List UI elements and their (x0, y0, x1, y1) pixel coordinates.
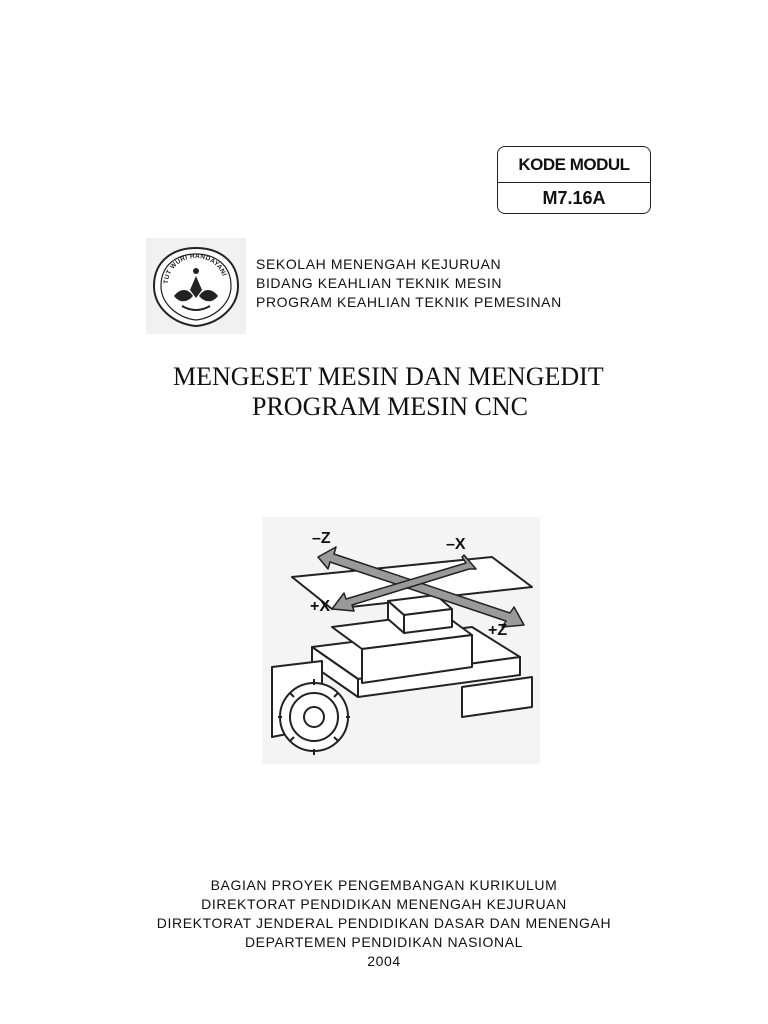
kode-modul-label: KODE MODUL (498, 147, 650, 183)
tut-wuri-handayani-logo (146, 238, 246, 334)
axis-label-plus-x: +X (310, 598, 331, 615)
axis-label-minus-x: –X (446, 536, 466, 553)
title-line-2: PROGRAM MESIN CNC (252, 392, 528, 421)
school-info (256, 255, 562, 312)
publisher-info (0, 876, 768, 971)
logo-motto: TUT WURI HANDAYANI (162, 252, 228, 285)
school-line-1: SEKOLAH MENENGAH KEJURUAN (256, 256, 502, 272)
footer-year: 2004 (367, 953, 401, 969)
footer-line-1: BAGIAN PROYEK PENGEMBANGAN KURIKULUM (210, 877, 558, 893)
kode-modul-box (497, 146, 651, 214)
cnc-illustration (262, 517, 540, 764)
title-line-1: MENGESET MESIN DAN MENGEDIT (173, 362, 604, 391)
school-line-3: PROGRAM KEAHLIAN TEKNIK PEMESINAN (256, 294, 562, 310)
footer-line-3: DIREKTORAT JENDERAL PENDIDIKAN DASAR DAN MENENGAH (156, 915, 612, 931)
footer-line-2: DIREKTORAT PENDIDIKAN MENENGAH KEJURUAN (201, 896, 567, 912)
kode-modul-value: M7.16A (542, 188, 606, 208)
cnc-machine-icon (262, 517, 540, 764)
footer-line-4: DEPARTEMEN PENDIDIKAN NASIONAL (244, 934, 524, 950)
emblem-icon (146, 238, 246, 334)
axis-label-minus-z: –Z (312, 530, 331, 547)
axis-label-plus-z: +Z (488, 622, 508, 639)
school-line-2: BIDANG KEAHLIAN TEKNIK MESIN (256, 275, 503, 291)
